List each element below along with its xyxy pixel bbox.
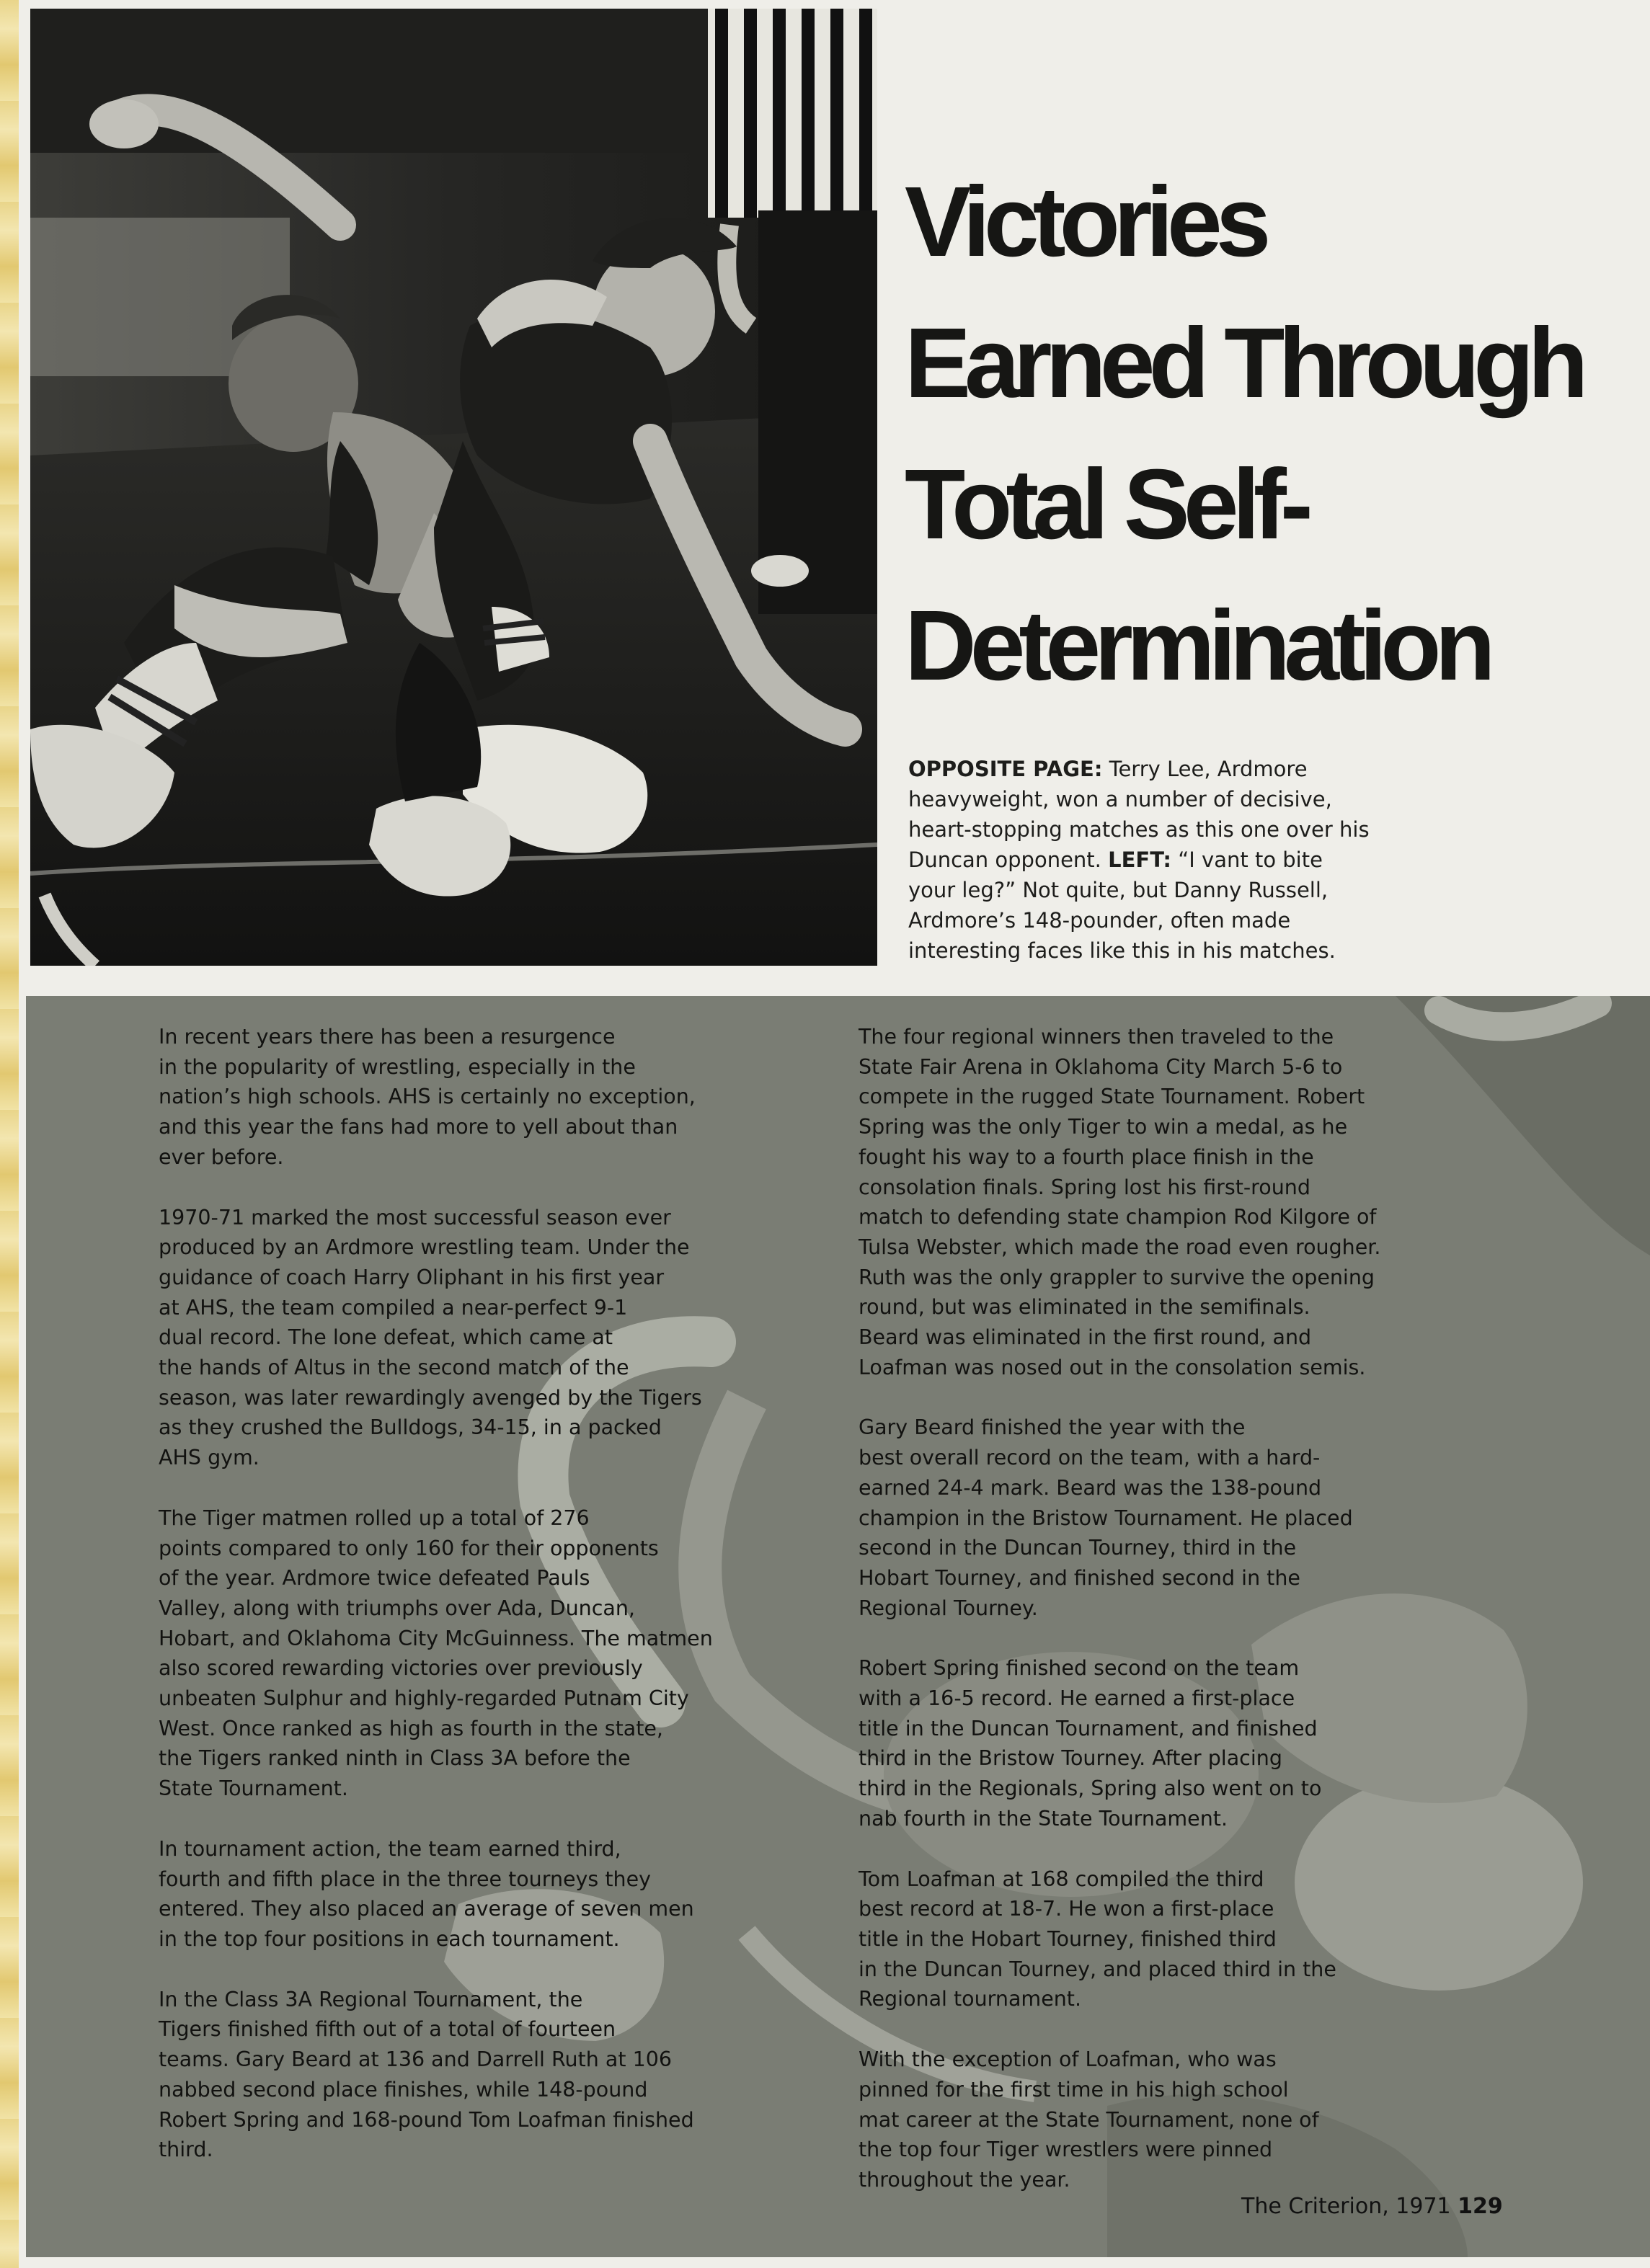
article-title xyxy=(905,151,1625,716)
paragraph-state-tournament: The four regional winners then traveled to the State Fair Arena in Oklahoma City March 5-6 to compete in the rugged State Tournament. Robert Spring was the only Tiger to win a medal, as he fought his way to a fourth place finish in the consolation finals. Spring lost his first-round match to defending state champion Rod Kilgore of Tulsa Webster, which made the road even rougher. Ruth was the only grappler to survive the opening round, but was eliminated in the semifinals. Beard was eliminated in the first round, and Loafman was nosed out in the consolation semis. xyxy=(859,1025,1381,1379)
title-line-4: Determination xyxy=(905,590,1489,701)
paragraph-gary-beard: Gary Beard finished the year with the best overall record on the team, with a hard- earned 24-4 mark. Beard was the 138-pound champion in the Bristow Tournament. He placed second in the Duncan Tourney, third in the Hobart Tourney, and finished second in the Regional Tourney. xyxy=(859,1415,1353,1620)
wrestling-photo-top xyxy=(30,9,877,966)
title-line-2: Earned Through xyxy=(905,308,1582,419)
page-binding-edge xyxy=(0,0,19,2268)
wrestling-photo-illustration xyxy=(30,9,877,966)
paragraph-season-record: 1970-71 marked the most successful season ever produced by an Ardmore wrestling team. Under the guidance of coach Harry Oliphant in his first year at AHS, the team compiled a near-perfect 9-1 dual record. The lone defeat, which came at the hands of Altus in the second match of the season, was later rewardingly avenged by the Tigers as they crushed the Bulldogs, 34-15, in a packed AHS gym. xyxy=(159,1205,702,1470)
paragraph-tom-loafman: Tom Loafman at 168 compiled the third best record at 18-7. He won a first-place title in the Hobart Tourney, finished third in the Duncan Tourney, and placed third in the Regional tournament. xyxy=(859,1867,1336,2011)
article-photo-panel xyxy=(26,996,1650,2257)
page-number: 129 xyxy=(1458,2194,1503,2219)
title-line-3: Total Self- xyxy=(905,449,1307,560)
article-column-left xyxy=(159,1022,793,2195)
paragraph-points: The Tiger matmen rolled up a total of 276 points compared to only 160 for their opponents of the year. Ardmore twice defeated Pauls Valley, along with triumphs over Ada, Duncan, Hobart, and Oklahoma City McGuinness. The matmen also scored rewarding victories over previously unbeaten Sulphur and highly-regarded Putnam City West. Once ranked as high as fourth in the state, the Tigers ranked ninth in Class 3A before the State Tournament. xyxy=(159,1506,713,1801)
caption-text-opposite-page: Terry Lee, Ardmore heavyweight, won a number of decisive, heart-stopping matches as this one over his Duncan opponent. xyxy=(908,757,1370,872)
article-column-right xyxy=(859,1022,1478,2225)
page-footer xyxy=(1241,2194,1503,2219)
title-line-1: Victories xyxy=(905,166,1265,277)
paragraph-closing: With the exception of Loafman, who was pinned for the first time in his high school mat career at the State Tournament, none of the top four Tiger wrestlers were pinned throughout the year. xyxy=(859,2047,1319,2192)
paragraph-robert-spring: Robert Spring finished second on the team with a 16-5 record. He earned a first-place title in the Duncan Tournament, and finished third in the Bristow Tourney. After placing third in the Regionals, Spring also went on to nab fourth in the State Tournament. xyxy=(859,1656,1322,1831)
caption-label-opposite-page: OPPOSITE PAGE: xyxy=(908,757,1103,781)
paragraph-regional: In the Class 3A Regional Tournament, the Tigers finished fifth out of a total of fourteen teams. Gary Beard at 136 and Darrell Ruth at 106 nabbed second place finishes, while 148-pound Robert Spring and 168-pound Tom Loafman finished third. xyxy=(159,1987,694,2162)
caption-text-left: “I vant to bite your leg?” Not quite, but Danny Russell, Ardmore’s 148-pounder, often made interesting faces like this in his matches. xyxy=(908,848,1336,963)
publication-name: The Criterion, 1971 xyxy=(1241,2194,1451,2219)
caption-label-left: LEFT: xyxy=(1108,848,1172,872)
paragraph-intro: In recent years there has been a resurgence in the popularity of wrestling, especially in the nation’s high schools. AHS is certainly no exception, and this year the fans had more to yell about than ever before. xyxy=(159,1025,696,1169)
photo-caption xyxy=(908,754,1370,966)
paragraph-tournaments: In tournament action, the team earned third, fourth and fifth place in the three tourneys they entered. They also placed an average of seven men in the top four positions in each tournament. xyxy=(159,1836,694,1951)
